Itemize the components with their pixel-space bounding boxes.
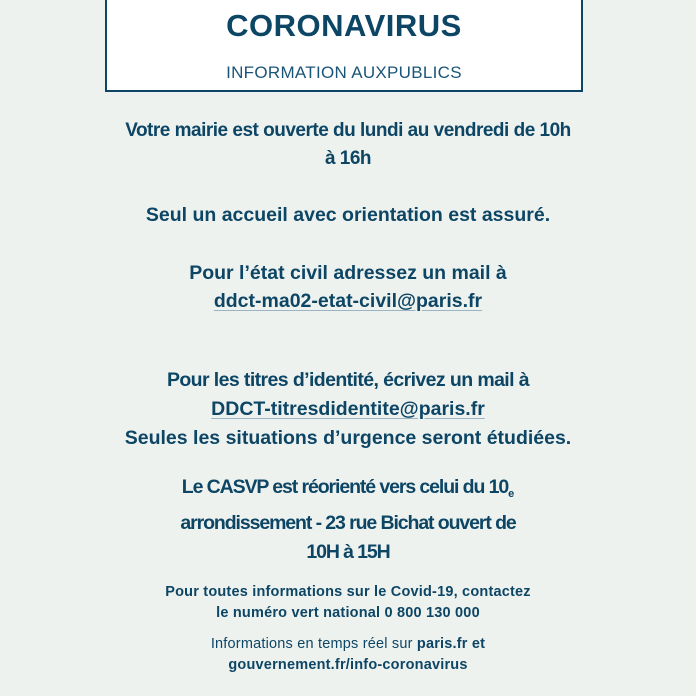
header-title: CORONAVIRUS (226, 8, 462, 43)
identity-email-link[interactable]: DDCT-titresdidentite@paris.fr (211, 398, 485, 420)
casvp-ordinal-suffix: e (508, 488, 515, 500)
civil-status-text: Pour l’état civil adressez un mail à (189, 262, 507, 284)
civil-status-email-link[interactable]: ddct-ma02-etat-civil@paris.fr (213, 290, 483, 312)
civil-status-notice (0, 259, 696, 315)
covid-contact-line2: le numéro vert national 0 800 130 000 (216, 605, 480, 621)
realtime-info-prefix: Informations en temps réel sur (210, 636, 417, 652)
realtime-info-joiner: et (467, 636, 486, 652)
realtime-info-site1: paris.fr (416, 636, 468, 652)
header-subtitle: INFORMATION AUXPUBLICS (226, 63, 462, 82)
covid-contact-notice (0, 582, 696, 624)
identity-documents-notice (0, 366, 696, 453)
opening-hours (0, 117, 696, 173)
casvp-line1 (0, 473, 696, 509)
opening-hours-line1: Votre mairie est ouverte du lundi au vendredi de 10h (125, 120, 571, 141)
identity-text: Pour les titres d’identité, écrivez un mail à (166, 369, 530, 391)
casvp-line1-text: Le CASVP est réorienté vers celui du 10 (181, 476, 509, 498)
covid-contact-line1: Pour toutes informations sur le Covid-19, contactez (165, 584, 531, 600)
casvp-notice (0, 473, 696, 567)
casvp-line2: arrondissement - 23 rue Bichat ouvert de (180, 512, 516, 534)
opening-hours-line2: à 16h (324, 148, 372, 169)
header-box (105, 0, 583, 92)
identity-urgency-text: Seules les situations d’urgence seront étudiées. (124, 427, 572, 449)
realtime-info-notice (0, 634, 696, 676)
casvp-line3: 10H à 15H (306, 541, 390, 563)
realtime-info-site2: gouvernement.fr/info-coronavirus (228, 657, 468, 673)
welcome-notice: Seul un accueil avec orientation est assuré. (145, 204, 551, 226)
